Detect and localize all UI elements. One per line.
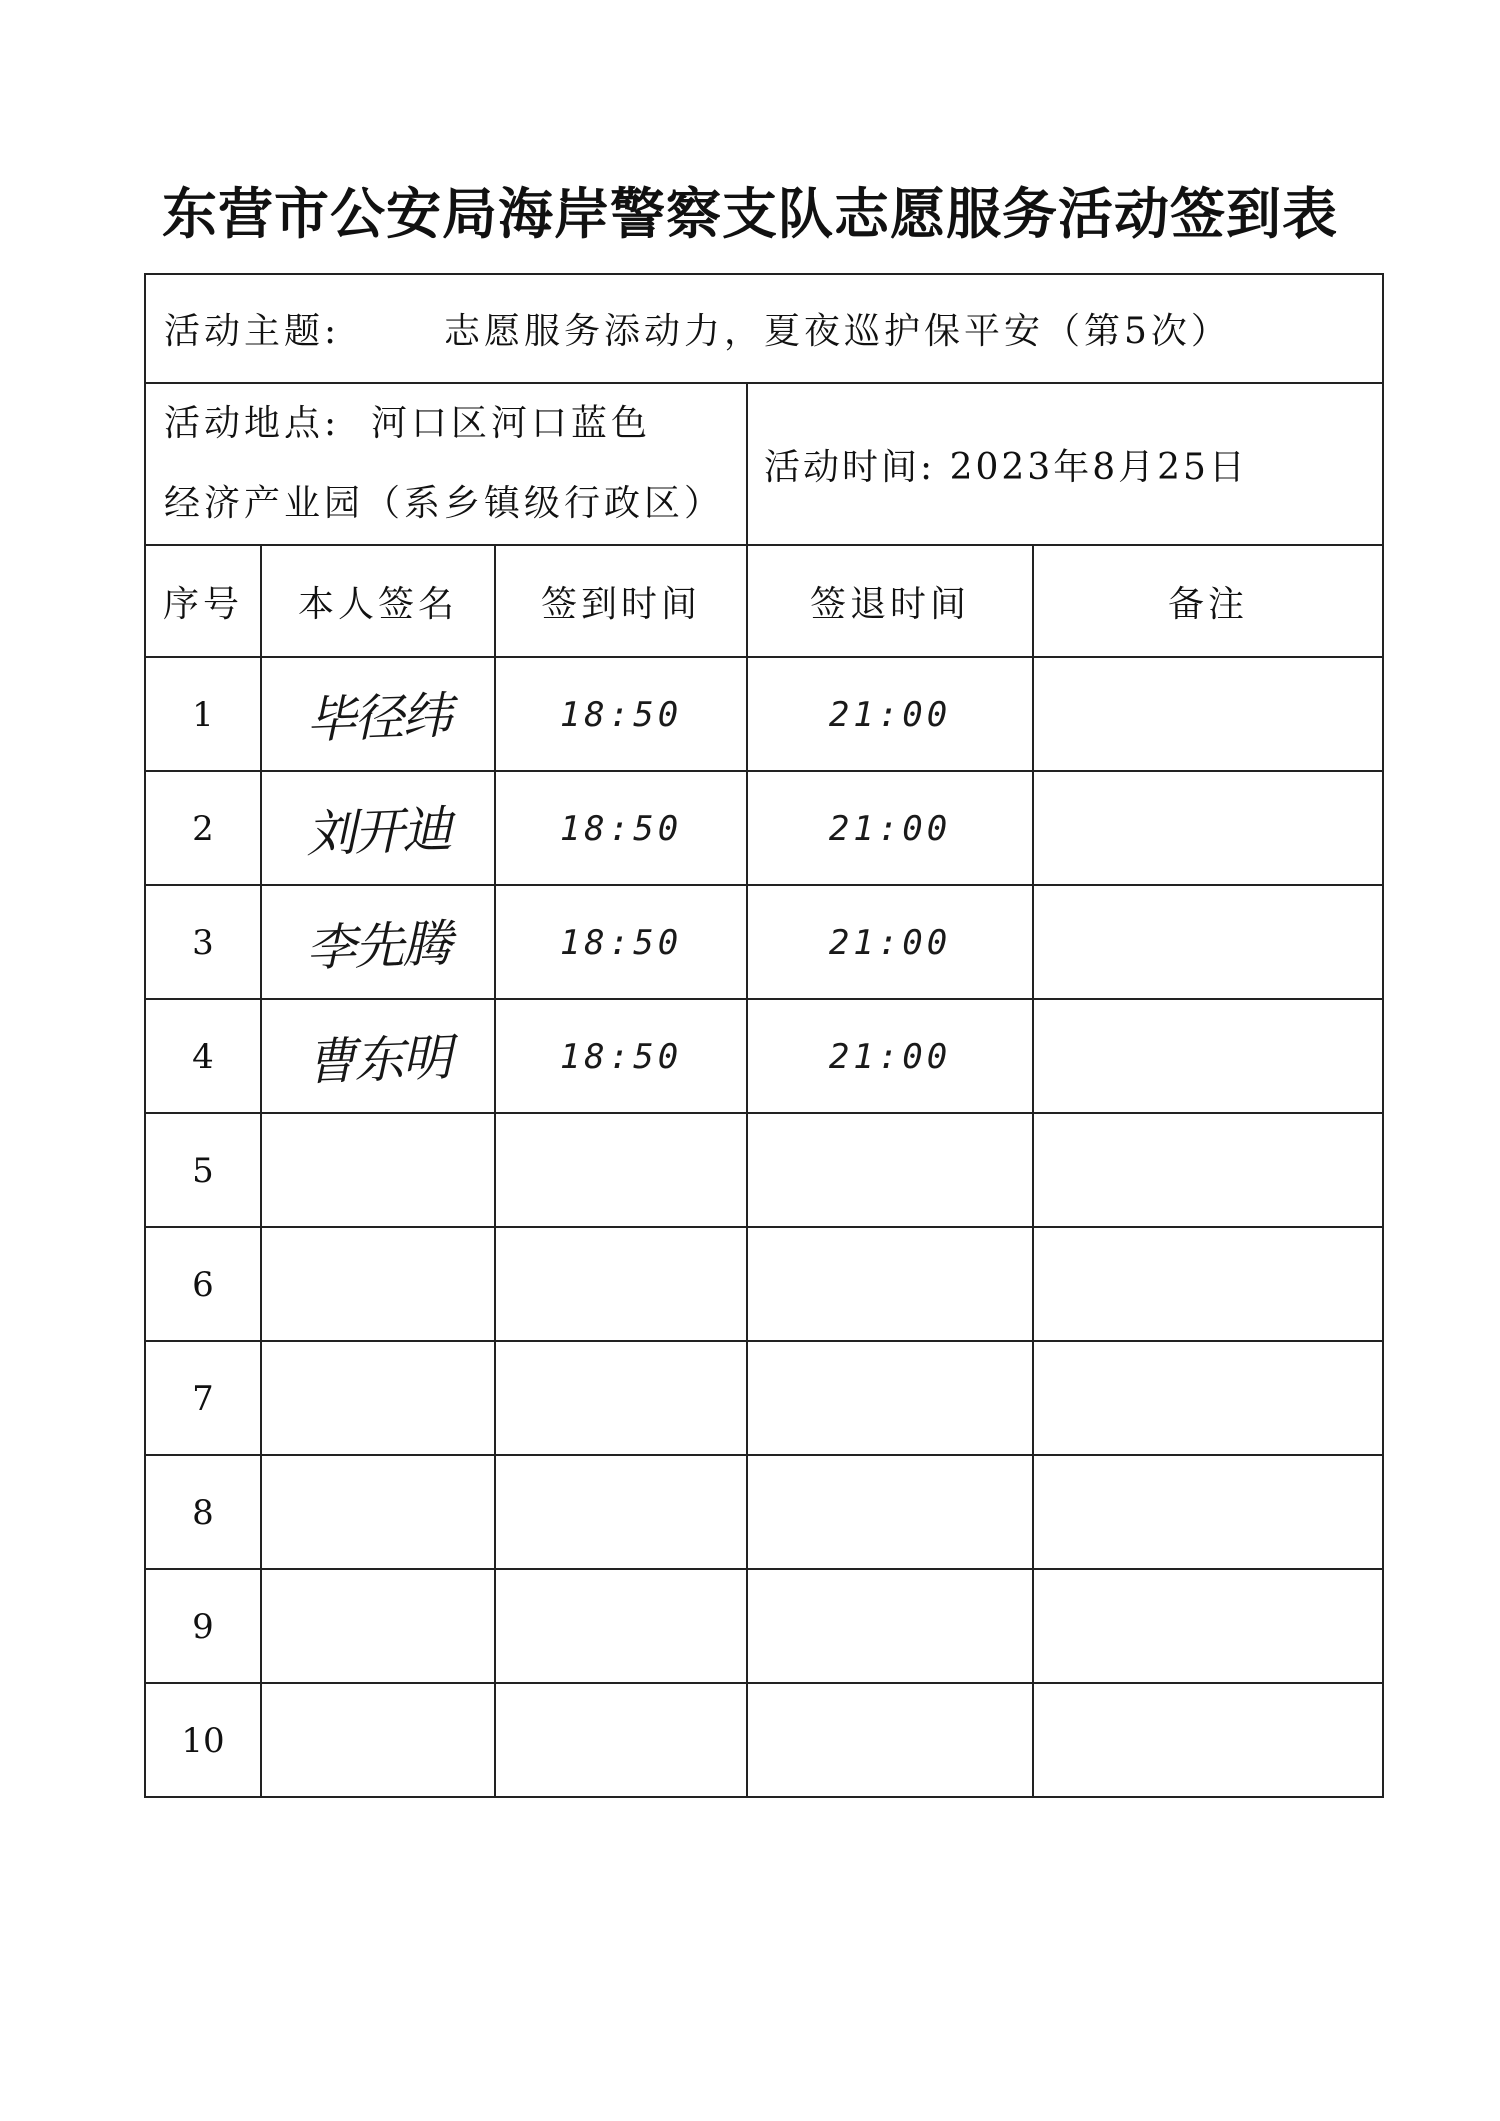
topic-value: 志愿服务添动力，夏夜巡护保平安（第5次） [444,311,1231,352]
checkin-text: 18:50 [559,808,683,849]
seq-text: 9 [192,1606,214,1647]
seq-cell [145,1341,261,1455]
page-title: 东营市公安局海岸警察支队志愿服务活动签到表 [161,182,1338,246]
checkout-cell [747,657,1033,771]
seq-cell [145,1569,261,1683]
signature-text: 毕径纬 [305,686,452,750]
checkin-cell [495,1341,747,1455]
note-cell [1033,1455,1383,1569]
seq-text: 1 [192,694,214,735]
checkin-cell [495,657,747,771]
table-row [145,657,1383,771]
seq-text: 5 [192,1150,214,1191]
place-line1: 河口区河口蓝色 [371,403,652,444]
seq-text: 7 [192,1378,214,1419]
checkin-cell [495,1113,747,1227]
col-header-seq: 序号 [145,545,261,657]
signature-cell [261,1341,495,1455]
note-cell [1033,885,1383,999]
signature-cell [261,1113,495,1227]
checkout-cell [747,885,1033,999]
seq-text: 3 [192,922,214,963]
table-row [145,1569,1383,1683]
table-row [145,1455,1383,1569]
seq-text: 6 [192,1264,214,1305]
note-cell [1033,1227,1383,1341]
checkout-cell [747,1569,1033,1683]
signature-cell [261,999,495,1113]
seq-cell [145,1227,261,1341]
signin-table [144,273,1384,1798]
signature-text: 李先腾 [305,914,452,978]
signature-cell [261,1569,495,1683]
checkout-text: 21:00 [828,922,952,963]
table-row [145,885,1383,999]
place-line2: 经济产业园（系乡镇级行政区） [164,483,725,524]
signature-cell [261,1455,495,1569]
time-cell [747,383,1383,545]
signature-cell [261,771,495,885]
seq-cell [145,657,261,771]
col-header-signature: 本人签名 [261,545,495,657]
checkout-cell [747,1455,1033,1569]
seq-text: 8 [192,1492,214,1533]
topic-label: 活动主题: [164,311,341,352]
checkin-cell [495,771,747,885]
checkout-text: 21:00 [828,694,952,735]
seq-text: 2 [192,808,214,849]
checkout-cell [747,1683,1033,1797]
note-cell [1033,657,1383,771]
table-row [145,1683,1383,1797]
note-cell [1033,771,1383,885]
signature-cell [261,657,495,771]
col-header-checkout: 签退时间 [747,545,1033,657]
checkout-cell [747,1227,1033,1341]
checkin-cell [495,885,747,999]
note-cell [1033,1569,1383,1683]
place-time-row [145,383,1383,545]
signature-cell [261,885,495,999]
checkout-text: 21:00 [828,1036,952,1077]
checkin-text: 18:50 [559,922,683,963]
checkout-text: 21:00 [828,808,952,849]
seq-cell [145,999,261,1113]
checkin-text: 18:50 [559,694,683,735]
seq-cell [145,1113,261,1227]
signature-cell [261,1683,495,1797]
checkout-cell [747,999,1033,1113]
note-cell [1033,999,1383,1113]
seq-cell [145,885,261,999]
table-row [145,1113,1383,1227]
time-value: 2023年8月25日 [949,446,1248,488]
topic-cell [145,274,1383,383]
checkin-cell [495,1569,747,1683]
note-cell [1033,1341,1383,1455]
seq-text: 4 [192,1036,214,1077]
checkout-cell [747,1341,1033,1455]
checkin-cell [495,999,747,1113]
note-cell [1033,1683,1383,1797]
seq-cell [145,771,261,885]
table-row [145,771,1383,885]
checkin-cell [495,1227,747,1341]
table-row [145,1227,1383,1341]
checkin-cell [495,1455,747,1569]
checkin-text: 18:50 [559,1036,683,1077]
place-label: 活动地点: [164,403,341,444]
checkin-cell [495,1683,747,1797]
seq-cell [145,1455,261,1569]
col-header-note: 备注 [1033,545,1383,657]
table-row [145,999,1383,1113]
time-label: 活动时间: [764,446,936,488]
signature-text: 曹东明 [305,1028,452,1092]
header-row [145,545,1383,657]
table-row [145,1341,1383,1455]
topic-row [145,274,1383,383]
signature-text: 刘开迪 [305,800,452,864]
checkout-cell [747,771,1033,885]
place-cell [145,383,747,545]
seq-cell [145,1683,261,1797]
col-header-checkin: 签到时间 [495,545,747,657]
signature-cell [261,1227,495,1341]
checkout-cell [747,1113,1033,1227]
note-cell [1033,1113,1383,1227]
seq-text: 10 [181,1720,225,1761]
